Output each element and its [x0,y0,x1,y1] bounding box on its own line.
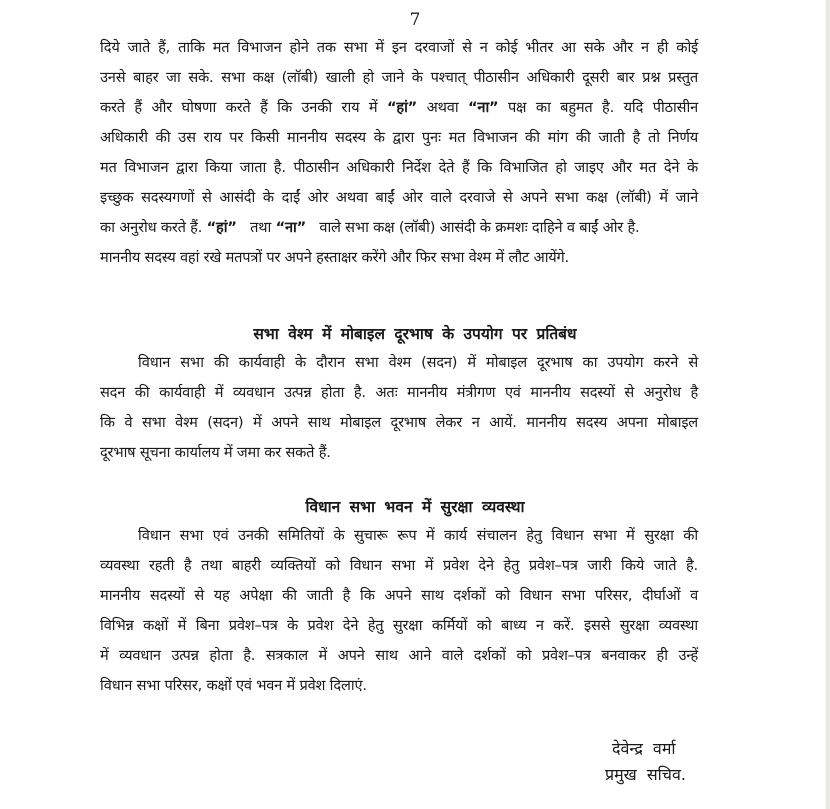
text-line: में व्यवधान उत्पन्न होता है. सत्रकाल में अपने साथ आने वाले दर्शकों को प्रवेश–पत्र बनवाकर ही उन्हें [100,647,698,664]
text-line: कि वे सभा वेश्म (सदन) में अपने साथ मोबाइल दूरभाष लेकर न आयें. माननीय सदस्य अपना मोबाइल [100,414,698,431]
text-line: विधान सभा एवं उनकी समितियों के सुचारू रूप में कार्य संचालन हेतु विधान सभा में सुरक्षा की [138,527,698,544]
signatory-designation: प्रमुख सचिव. [605,765,686,784]
text-line [100,218,640,238]
text-line: विधान सभा की कार्यवाही के दौरान सभा वेश्म (सदन) में मोबाइल दूरभाष का उपयोग करने से [138,354,698,371]
page-edge-shadow [825,0,830,809]
text-line: माननीय सदस्यों से यह अपेक्षा की जाती है कि अपने साथ दर्शकों को विधान सभा परिसर, दीर्घाओं व [100,587,698,604]
quote-yes: “हां” [206,219,237,236]
text-line: माननीय सदस्य वहां रखे मतपत्रों पर अपने हस्ताक्षर करेंगे और फिर सभा वेश्म में लौट आयेंगे. [100,249,569,266]
text-line: दूरभाष सूचना कार्यालय में जमा कर सकते हैं. [100,444,331,461]
text-line: सदन की कार्यवाही में व्यवधान उत्पन्न होता है. अतः माननीय मंत्रीगण एवं माननीय सदस्यों से अनुरोध है [100,384,698,401]
signatory-name: देवेन्द्र वर्मा [612,739,676,758]
text-segment: करते हैं और घोषणा करते हैं कि उनकी राय में [100,99,378,116]
text-line: उनसे बाहर जा सके. सभा कक्ष (लॉबी) खाली हो जाने के पश्चात् पीठासीन अधिकारी दूसरी बार प्रश्न प्रस्तुत [100,69,698,86]
text-line [100,98,698,118]
text-line: दिये जाते हैं, ताकि मत विभाजन होने तक सभा में इन दरवाजों से न कोई भीतर आ सके और न ही कोई [100,39,698,56]
text-segment: पक्ष का बहुमत है. यदि पीठासीन [507,99,698,116]
text-line: अधिकारी की उस राय पर किसी माननीय सदस्य के द्वारा पुनः मत विभाजन की मांग की जाती है तो निर्णय [100,129,698,146]
quote-no: “ना” [275,219,307,236]
text-line: विभिन्न कक्षों में बिना प्रवेश–पत्र के प्रवेश देने हेतु सुरक्षा कर्मियों को बाध्य न करें. इससे सुरक्षा व्यवस्था [100,617,698,634]
text-line: व्यवस्था रहती है तथा बाहरी व्यक्तियों को विधान सभा में प्रवेश देने हेतु प्रवेश–पत्र जारी किये जाते है. [100,557,698,574]
page-number: 7 [409,10,421,30]
text-segment: अथवा [426,99,459,116]
text-line: इच्छुक सदस्यगणों से आसंदी के दाईं ओर अथवा बाईं ओर वाले दरवाजे से अपने सभा कक्ष (लॉबी) में जाने [100,189,698,206]
quote-no: “ना” [467,99,499,116]
text-line: मत विभाजन द्वारा किया जाता है. पीठासीन अधिकारी निर्देश देते हैं कि विभाजित हो जाइए और मत देने के [100,159,698,176]
text-segment: का अनुरोध करते हैं. [100,219,203,236]
text-line: विधान सभा परिसर, कक्षों एवं भवन में प्रवेश दिलाएं. [100,677,367,694]
text-segment: वाले सभा कक्ष (लॉबी) आसंदी के क्रमशः दाहिने व बाईं ओर है. [319,219,640,236]
text-segment: तथा [250,219,272,236]
section-heading: विधान सभा भवन में सुरक्षा व्यवस्था [305,498,525,516]
quote-yes: “हां” [386,99,418,116]
section-heading: सभा वेश्म में मोबाइल दूरभाष के उपयोग पर प्रतिबंध [253,325,577,343]
